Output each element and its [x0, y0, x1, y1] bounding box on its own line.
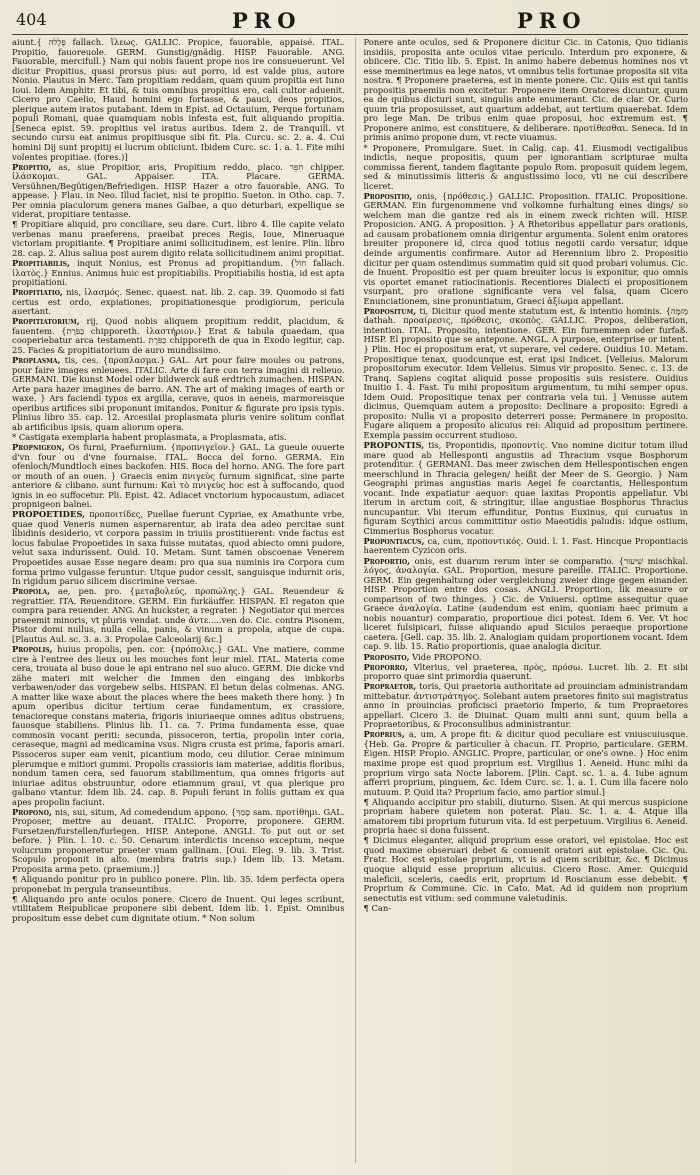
entry-text: nis, ἱλασμός. Senec. quaest. nat. lib. 2. cap. 39. Quomodo si fati certus est ordo, expiationes, propitiationesque prodigiorum, pericula auertant.	[12, 287, 345, 317]
entry-text: ¶ Can-	[363, 902, 392, 913]
entry-headword: Propono,	[12, 806, 52, 817]
entry-text: nis, sui, situm, Ad comedendum appono. {סָמַךְ sam. προτίθημι. GAL. Proposer, mettre au deuant. ITALIC. Proporre, proponere. GERM. Fursetzen/furstellen/furlegen. HISP. Antepone. ANGLI. To put out or set before. } Plin. l. 10. c. 50. Cenarum interdictis incenso exceptum, neque volucrum proponeretur praeter vnam gallinam. [Oui. Eleg. 9. lib. 3. Trist. Scopulo proponit in alto. (membra fratris sup.) Idem lib. 13. Metam. Proposita arma peto. (praemium.)]	[12, 806, 345, 875]
dictionary-entry	[12, 317, 345, 355]
entry-headword: Propitio,	[12, 161, 52, 172]
entry-text: ¶ Aliquando pro ante oculos ponere. Cicero de Inuent. Qui leges scribunt, vtilitatem Reipublicae proponere sibi debent. Idem lib. 1. Epist. Omnibus propositum esse debet cum dignitate otium. * Non solum	[12, 893, 345, 923]
entry-headword: Propnigeon,	[12, 441, 65, 452]
entry-headword: Proplasma,	[12, 355, 61, 366]
dictionary-entry	[364, 798, 689, 836]
entry-text: ae, pen. pro. {μεταβολεύς, προπώλης.} GAL. Reuendeur & regrattier. ITA. Reuenditore. GERM. Ein furkäuffer. HISPAN. El regaton que compra para reuender. ANG. An huckster, a regrater. } Negotiator qui merces praeemit minoris, vt pluris vendat. unde ἀντε.....ven do. Cic. contra Pisonem, Pistor domi nullus, nulla cella, panis, & vinum a propola, atque de cupa. [Plautus Aul. sc. 3. a. 3. Propolae Calceolarij &c.]	[12, 586, 345, 644]
entry-text: toris, Qui praetoria authoritate ad prouinciam administrandam mittebatur. ἀντιστράτηγος. Solebant autem praetores finito sui magistratus anno in prouincias proficisci praetorio Imperio, & tum Propraetores appellari. Cicero 3. de Diuinat. Quam multi anni sunt, quum bella a Propraetoribus, & Proconsulibus administrantur.	[363, 681, 688, 730]
entry-headword: PROPOETIDES,	[12, 509, 85, 520]
entry-headword: Propositum,	[363, 305, 417, 316]
entry-text: ¶ Aliquando accipitur pro stabili, diuturno. Sisen. At qui mercus suspicione propriam habere quietem non poterat. Plau. Sc. 1. a. 4. Atque illa amatorem tibi proprium futurum vita. Id est perpetuum. Virgilius 6. Aeneid. propria haec si dona fuissent.	[363, 796, 688, 836]
entry-text: * Proponere, Promulgare. Suet. in Calig. cap. 41. Eiusmodi vectigalibus indictis, neque propositis, quum per ignorantiam scripturae multa commissa fierent, tandem flagitante populo Rom. proposuit quidem legem, sed & minutissimis litteris & angustissimo loco, vti ne cui describere liceret.	[363, 142, 688, 191]
dictionary-entry	[364, 38, 689, 143]
entry-headword: Propraetor,	[363, 681, 417, 692]
entry-text: huius propolis, pen. cor. {πρόπολις.} GAL. Vne matiere, comme cire à l'entree des lieux ou les mouches font leur miel. ITAL. Materia come cera, trouata al buso doue le api entrano nel suo aluco. GERM. Die dicke vnd zähe materi mit welcher die Immen den eingang des imbkorbs verbawen/oder das vorgebew selbs. HISPAN. El betun delas colmenas. ANG. A matter like waxe about the places where the bees maketh there hony. } In apum operibus dicitur tertium cerae fundamentum, ex crassiore, tenacioreque constans materia, frigoris iniuriaeque omnes aditus obstruens, fauosque stabiliens. Plinius lib. 11. ca. 7. Prima fundamenta esse, quae commosin vocant periti: secunda, pissoceron, tertia, propolin inter coria, ceraseque, magni ad medicamina vsus. Nigra crusta est prima, faporis amari. Pissoceros super eam venit, picantium modo, ceu dilutior. Cerae minimum plerumque e mitiori gummi. Propolis crassioris iam materiae, additis floribus, nondum tamen cera, sed fauorum stabilimentum, qua omnes frigoris aut iniuriae aditus obstruuntur, odore etiamnum graui, vt qua plerique pro galbano vtantur. Idem lib. 24. cap. 8. Populi ferunt in foliis guttam ex qua apes propolin faciunt.	[12, 643, 345, 807]
entry-text: ti, Dicitur quod mente statutum est, & intentio hominis. {מְזִמָּה dathah. προαίρεσις, πρόθεσις, σκοπὸς. GALLIC. Propos, deliberation, intention. ITAL. Proposito, intentione. GER. Ein furnemmen oder furfaß. HISP. El proposito que se antepone. ANGL. A purpose, enterprise or intent. } Plin. Hoc ei propositum erat, vt superare, vel cedere. Ouidius 10. Metam. Propositique tenax, quodcunque est, erat ipsi Indicet. [Velleius. Malorum propositorum executor. Idem Velleius. Simus vir proposito. Senec. c. 13. de Tranq. Sapiens cogitat aliquid posse propositis suis resistere. Ouidius Inuitio 1. 4. Fast. Tu mihi propositum argumentum, tu mihi semper opus. Idem Ouid. Propositique tenax per contraria vela tui. ] Venusse autem dicimus, Quemquam autem a proposito: Declinare a proposito: Egredi a proposito: Nulla vi a proposito deterreri posse: Permanere in proposito. Fugare aliquem a proposito alicuius rei: Aliquid ad propositum pertinere. Exempla passim occurrent studioso.	[363, 305, 688, 440]
entry-text: tis, Propontidis, προποντίς. Vno nomine dicitur totum illud mare quod ab Hellesponti angustiis ad Thracium vsque Bosphorum protenditur. { GERMANI. Das meer zwischen dem Hellespontischen engen meerschlund in Thracia gelegen/ heißt der Meer de S. Georgio. } Nam Geographi primas angustias maris Aegei fe coarctantis, Hellespontum vocant. Inde expatiatur aequor: quae laxitas Propontis appellatur. Vbi iterum in arctum coit, & stringitur, illae angustiae Bosphorus Thracius nuncupantur. Vbi iterum effunditur, Pontus Euxinus, qui curuatus in figuram Scythici arcus committitur ostio Maeotidis paludis: idque ostium, Cimmerius Bosphorus vocatur.	[363, 439, 688, 536]
dictionary-entry	[364, 663, 689, 682]
dictionary-entry	[12, 443, 345, 510]
entry-text: * Castigata exemplaria habent proplasmata, a Proplasmata, atis.	[12, 431, 287, 442]
dictionary-entry	[12, 220, 345, 258]
entry-headword: Proporro,	[363, 661, 408, 672]
page-number: 404	[16, 10, 47, 29]
entry-headword: Propositio,	[363, 190, 413, 201]
dictionary-entry	[12, 38, 345, 162]
dictionary-entry	[364, 144, 689, 192]
entry-headword: Proposito,	[363, 651, 410, 662]
dictionary-entry	[364, 307, 689, 441]
entry-headword: Propola,	[12, 586, 51, 597]
entry-headword: Proprius,	[363, 729, 405, 740]
dictionary-entry	[364, 192, 689, 307]
entry-text: Os furni, Praefurnium. {προπνιγεῖον.} GAL. La gueule ouuerte d'vn four ou d'vne fournaise. ITAL. Bocca del forno. GERMA. Ein ofenloch/Mundtloch eines backofen. HIS. Boca del horno. ANG. The fore part or mouth of an ouen. } Graecis enim πνιγεὺς furnum significat, sine parte anteriore & clibano. sunt furnum: Καὶ τὸ πνιγεὺς hoc est à suffocando, quod ignis in eo suffocetur. Pli. Epist. 42. Adiacet vnctorium hypocaustum, adiacet propnigeon balnei.	[12, 441, 345, 510]
entry-headword: Proportio,	[363, 555, 411, 566]
dictionary-entry	[12, 895, 345, 924]
dictionary-entry	[12, 288, 345, 317]
page-header	[12, 8, 688, 38]
entry-text: Ponere ante oculos, sed & Proponere dicitur Cic. in Catonis, Quo tidianis insidiis, proposita ante oculos vitae periculo. Interdum pro exponere, & obiicere. Cic. Titio lib. 5. Epist. In animo habere debemus homines nos vt esse meminerimus ea lege natos, vt omnibus telis fortunae proposita sit vita nostra. ¶ Proponere praeterea, est in mente ponere. Cic. Quis est qui tantis propositis praemiis non excitetur. Proponere item Oratores dicuntur, quum ea de quibus dicturi sunt, singulis ante enumerant. Cic. de clar. Or. Curio quum tria proposuisset, aut quartum addebat, aut tertium quaerebat. Idem pro lege Man. De tribus enim quae proposui, hoc extremum est. ¶ Proponere animo, est constituere, & deliberare. προτίθεσθαι. Seneca. Id in primis animo propone dum, vt recte viuamus.	[363, 38, 688, 143]
entry-text: a, um, A prope fit: & dicitur quod peculiare est vniuscuiusque. {Heb. Ga. Propre & particulier à chacun. IT. Proprio, particulare. GERM. Eigen. HISP. Propio. ANGLIC. Propre, particular, or one's owne. } Hoc enim maxime prope est quod proprium est. Virgilius 1. Aeneid. Hunc mihi da proprium virgo sata Nocte laborem. [Plin. Capt. sc. 1. a. 4. Iube agnum afferri proprium, pinguem, &c. Idem Curc. sc. 1. a. 1. Cum illa facere nolo mutuum. P. Quid ita? Proprium facio, amo partior simul.]	[363, 729, 688, 797]
dictionary-entry	[12, 163, 345, 220]
running-head-right: PRO	[517, 8, 587, 33]
text-columns	[12, 38, 688, 1163]
entry-text: ca, cum, προποντικός. Ouid. l. 1. Fast. Hincque Propontiacis haerentem Cyzicon oris.	[363, 535, 688, 556]
entry-headword: Propontiacus,	[363, 535, 425, 546]
entry-headword: Propitiatorium,	[12, 316, 80, 327]
header-rule	[12, 34, 688, 35]
dictionary-entry	[364, 682, 689, 730]
left-column	[12, 38, 345, 1163]
dictionary-entry	[12, 587, 345, 644]
entry-headword: PROPONTIS,	[363, 439, 425, 450]
dictionary-entry	[12, 510, 345, 586]
dictionary-entry	[12, 645, 345, 807]
entry-text: ¶ Aliquando ponitur pro in publico ponere. Plin. lib. 35. Idem perfecta opera proponebat in pergula transeuntibus.	[12, 874, 345, 894]
entry-text: ¶ Dicimus eleganter, aliquid proprium esse oratori, vel epistolae. Hoc est quod maxime obseruari debet & conuenit oratori aut epistolae. Cic. Qu. Fratr. Hoc est epistolae proprium, vt is ad quem scribitur, &c. ¶ Dicimus quoque aliquid esse proprium alicuius. Cicero Rosc. Amer. Quicquid maleficii, sceleris, caedis erit, proprium id Roscianum esse debebit. ¶ Proprium & Commune. Cic. in Cato. Mat. Ad id quidem non proprium senectutis est vitium: sed commune valetudinis.	[363, 835, 688, 903]
dictionary-entry	[12, 356, 345, 432]
entry-text: προποιτίδες, Puellae fuerunt Cypriae, ex Amathunte vrbe, quae quod Veneris numen aspernarentur, ab irata dea adeo percitae sunt libidinis desiderio, vt corpora passim in triuiis prostituerent: vnde factus est locus fabulae Propoetides in saxa fuisse mutatas, quod abiecto omni pudore, velut saxa indurissent. Ouid. 10. Metam. Sunt tamen obscoenae Venerem Propoetides ausae Esse negare deam: pro qua sua numinis ira Corpora cum forma primo vulgasse feruntur: Utque pudor cessit, sanguisque indurnit oris, In rigidum paruo silicem discrimine versae.	[12, 509, 345, 587]
entry-text: Vlterius, vel praeterea, πρὸς, πρόσω. Lucret. lib. 2. Et sibi proporro quae sint primordia quaerunt.	[363, 661, 688, 682]
entry-text: as, siue Propitior, aris, Propitium reddo, placo. חִפֵּר chipper. ἱλάσκομαι. GAL. Appaiser. ITA. Placare. GERMA. Versühnen/Begütigen/Befriedigen. HISP. Hazer a otro fauorable. ANG. To appease. } Flau. in Neo. Illud faciet, nisi te propitio. Sueton. in Otho. cap. 7. Per omnia piaculorum genera manes Galbae, a quo deturbari, expellique se viderat, propitiare tentasse.	[12, 161, 345, 220]
entry-text: rij, Quod nobis aliquem propitium reddit, placidum, & fauentem. {כַּפֹּרֶת chipporeth. ἱλαστήριον.} Erat & tabula quaedam, qua cooperiebatur arca testamenti. כַּפֹּרֶת chipporeth de qua in Exodo legitur, cap. 25. Facies & propitiatorium de auro mundissimo.	[12, 316, 345, 355]
entry-text: onis, est duarum rerum inter se comparatio. {שִׁיעוּר mischkal. λόγος, ἀναλογία. GAL. Proportion, mesure pareille. ITALIC. Proportione. GERM. Ein gegenhaltung oder vergleichung zweier dinge gegen einander. HISP. Proportion entre dos cosas. ANGLI. Proportion, lik measure or comparison of two thinges. } Cic. de Vniuersi. optime assequitur quae Graece ἀναλογία. Latine (audendum est enim, quoniam haec primum a nobis nouantur) comparatio, proportioue dici potest. Idem 6. Ver. Vt hoc liceret fulsipicari, fuisse aliquando apud Siculos peraeque proportione caetera. [Gell. cap. 35. lib. 2. Analogiam quidam proportionem vocant. Idem cap. 9. lib. 15. Ratio proportionis, quae analogia dicitur.	[363, 555, 688, 652]
dictionary-entry	[12, 875, 345, 894]
dictionary-entry	[364, 537, 689, 556]
entry-text: Vide PROPONO.	[412, 651, 482, 662]
right-column	[355, 38, 689, 1163]
dictionary-entry	[364, 836, 689, 903]
dictionary-entry	[12, 808, 345, 875]
dictionary-entry	[364, 730, 689, 797]
dictionary-entry	[364, 441, 689, 536]
running-head-left: PRO	[232, 8, 302, 33]
entry-text: ¶ Propitiare aliquid, pro conciliare, seu dare. Curt. libro 4. Ille capite velato verbenas manu praeferens, praeibat preces Regis, Ioue, Mineruaque victoriam propitiante. ¶ Propitiare animi sollicitudinem, est lenire. Plin. libro 28. cap. 2. Alius saliua post aurem digito relata sollicitudinem animi propitiat.	[12, 219, 345, 259]
dictionary-entry	[364, 904, 689, 914]
entry-headword: Propolis,	[12, 643, 53, 654]
entry-text: aiunt.{ פֶּלֶלהּ fallach. ἵλεως. GALLIC. Propice, fauorable, appaisé. ITAL. Propitio, fauoreuole. GERM. Gunstig/gnädig. HISP. Fauorable. ANG. Fauorable, mercifull.} Nam qui nobis fauent prope nos ire consueuerunt. Vel dicitur Propitius, quasi prorsus pius: aut porro, id est valde pius, autore Nonio. Plautus in Merc. Tam propitiam reddam, quam quum propitia est Iuno Ioui. Idem Amphitr. Et tibi, & tuis omnibus propitius ero, cali cultor aduenit. Cicero pro Caelio, Haud homini ego fortasse, & pauci, deos propitios, plerique autem iratos putabant. Idem in Epist. ad Octauium, Perque fortunam populi Romani, quae quamquam nobis infesta est, fuit aliquando propitia. [Seneca epist. 59. propitius vel iratus auribus. Idem 2. de Tranquill. vt secundo cursu eat animus propitiusque sibi fit. Pla. Curcu. sc. 2. a. 4. Cui homini Dij sunt propitij ei lucrum obiiciunt. Ibidem Curc. sc. 1. a. 1. Fite mihi volentes propitiae. (fores.)]	[12, 38, 345, 162]
entry-headword: Propitiatio,	[12, 287, 63, 298]
entry-text: onis, {πρόθεσις.} GALLIC. Proposition. ITALIC. Propositione. GERMAN. Ein furgenommene vnd volkomne furhaltung eines dings/ so welchem man die gantze red als in einem zweck richten will. HISP. Proposicion. ANG. A proposition. } A Rhetoribus appellatur pars orationis, ad causam probationem omnia dirigentur argumenta. Solent enim oratores breuiter proponere id, circa quod totius negotii cardo versatur, idque deinde argumentis confirmare. Autor ad Herennium libro 2. Propositio dicitur per quam ostendimus summatim quid sit quod probari volumus. Cic. de Inuent. Propositio est per quam breuiter locus is exponitur, quo omnis vis oportet emanet ratiocinationis. Recentiores Dialecti ei propositionem vsurpant, pro oratione significante vera vel falsa, quam Cicero Enunciationem, sine pronuntiatum, Graeci ἀξίωμα appellant.	[363, 190, 688, 306]
dictionary-entry	[364, 557, 689, 652]
entry-headword: Propitiabilis,	[12, 258, 70, 269]
entry-text: inquit Nonius, est Pronus ad propitiandum. {חוֹל fallach. ἱλατὸς.} Ennius. Animus huic est propitiabilis. Propitiabilis hostia, id est apta propitiationi.	[12, 258, 345, 288]
entry-text: tis, ces. {προπλασμα.} GAL. Art pour faire moules ou patrons, pour faire images enleuees. ITALIC. Arte di fare con terra imagini di relieuo. GERMANI. Die kunst Model oder bildwerck auß erdtrich zumachen. HISPAN. Arte para hazer imagines de barro. AN. The art of making images of earth or waxe. } Ars faciendi typos ex argilla, cerave, quos in aeneis, marmoreisque operibus artifices sibi proponunt imitandos. Ponitur & figurate pro ipsis typis. Plinius libro 35. cap. 12. Arcesilai proplasmata pluris venire solitum conflat ab artificibus ipsis, quam aliorum opera.	[12, 355, 345, 432]
dictionary-entry	[12, 259, 345, 288]
